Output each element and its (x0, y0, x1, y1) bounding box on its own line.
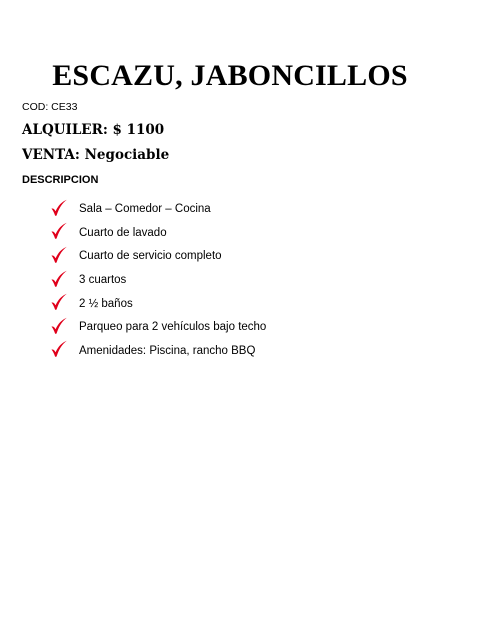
feature-label: Parqueo para 2 vehículos bajo techo (79, 321, 267, 334)
sale-price: VENTA: Negociable (22, 147, 170, 163)
feature-label: Cuarto de servicio completo (79, 250, 222, 263)
checkmark-icon (50, 293, 68, 311)
checkmark-icon (50, 317, 68, 335)
feature-label: 3 cuartos (79, 274, 127, 287)
feature-label: 2 ½ baños (79, 297, 133, 310)
feature-label: Sala – Comedor – Cocina (79, 203, 211, 216)
checkmark-icon (50, 270, 68, 288)
page-title: ESCAZU, JABONCILLOS (52, 59, 408, 92)
list-item (50, 267, 266, 291)
checkmark-icon (50, 199, 68, 217)
rent-price: ALQUILER: $ 1100 (22, 122, 165, 138)
list-item (50, 290, 266, 314)
list-item (50, 220, 266, 244)
list-item (50, 314, 266, 338)
feature-label: Amenidades: Piscina, rancho BBQ (79, 344, 256, 357)
property-code: COD: CE33 (22, 101, 78, 113)
list-item (50, 196, 266, 220)
list-item (50, 243, 266, 267)
list-item (50, 338, 266, 362)
description-heading: DESCRIPCION (22, 174, 99, 186)
feature-label: Cuarto de lavado (79, 226, 167, 239)
feature-list (50, 196, 266, 361)
checkmark-icon (50, 246, 68, 264)
checkmark-icon (50, 222, 68, 240)
checkmark-icon (50, 340, 68, 358)
